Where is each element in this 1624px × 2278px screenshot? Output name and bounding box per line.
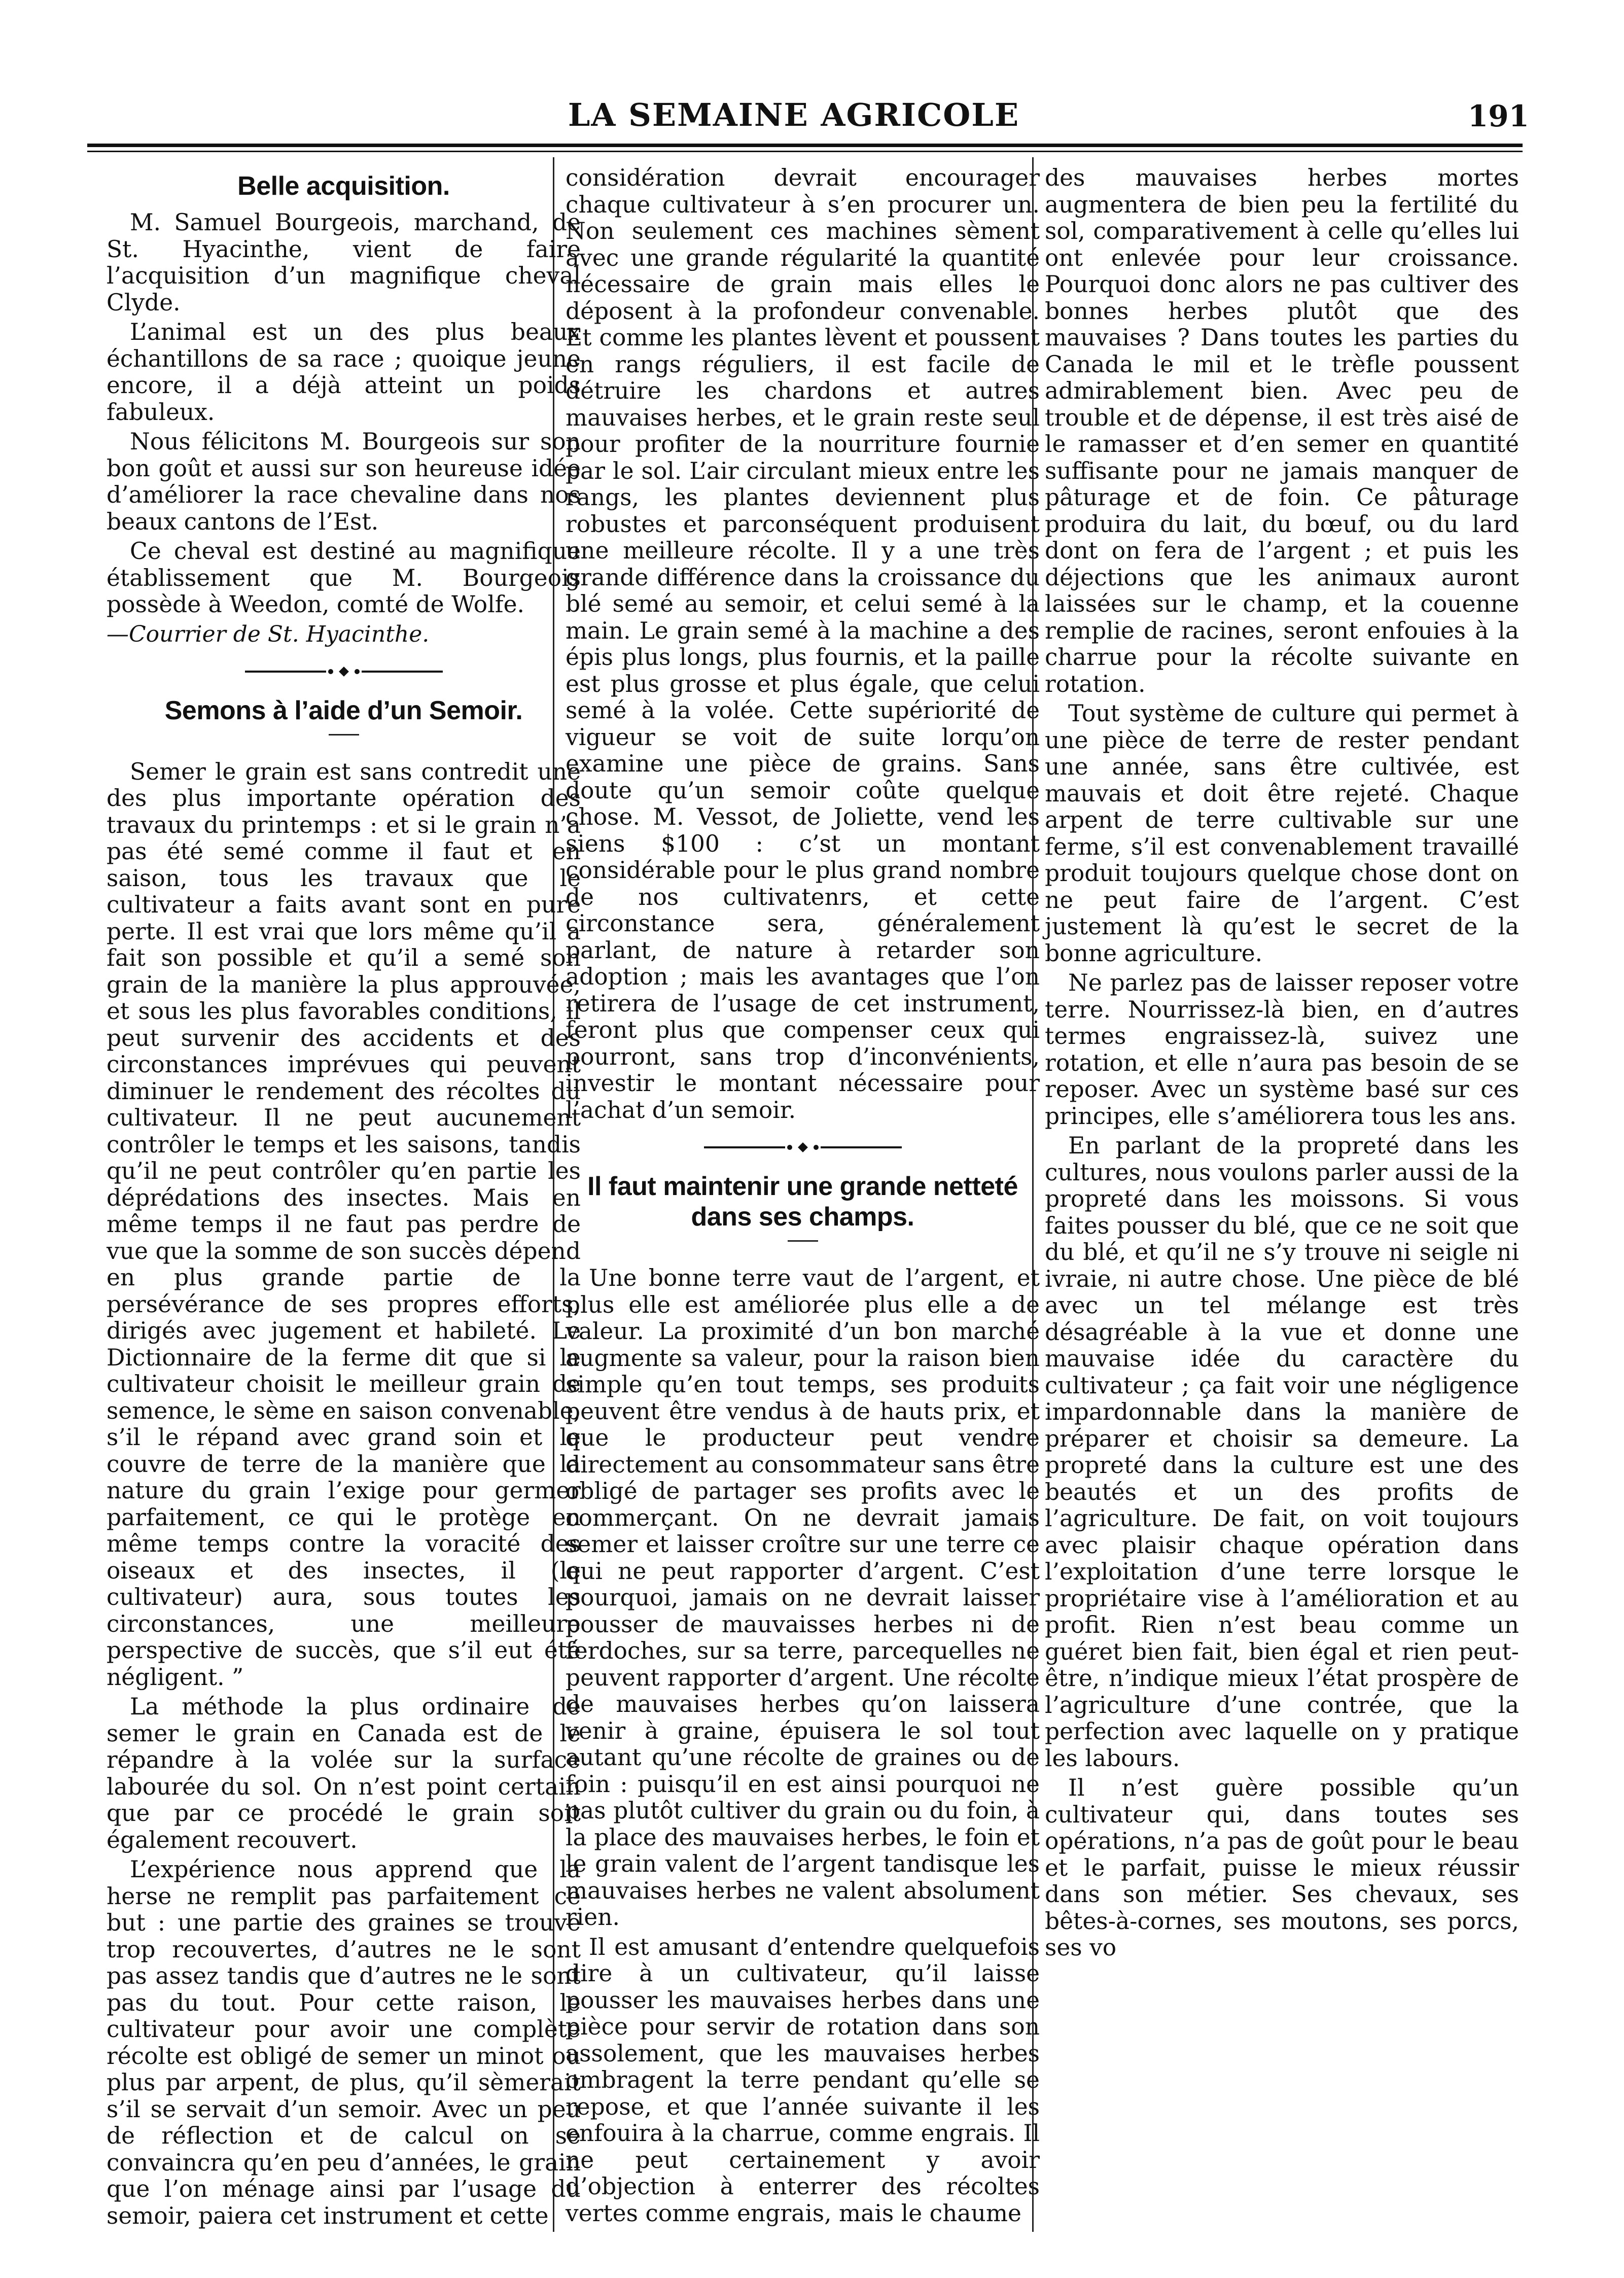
article-paragraph: En parlant de la propreté dans les cultures, nous voulons parler aussi de la propreté dans les moissons. Si vous faites pousser du blé, que ce ne soit que du blé, et qu’il ne s’y trouve ni seigle ni ivraie, ni autre chose. Une pièce de blé avec un tel mélange est très désagréable à la vue et donne une mauvaise idée du caractère du cultivateur ; ça fait voir une négligence impardonnable dans la manière de préparer et choisir sa demeure. La propreté dans la culture est une des beautés et un des profits de l’agriculture. De fait, on voit toujours avec plaisir chaque opération dans l’exploitation d’une terre lorsque le propriétaire vise à l’amélioration et au profit. Rien n’est beau comme un guéret bien fait, bien égal et rien peut-être, n’indique mieux l’état prospère de l’agriculture d’une contrée, que la perfection avec laquelle on y pratique les labours.	[1045, 1132, 1519, 1772]
article-paragraph: L’expérience nous apprend que la herse ne remplit pas parfaitement ce but : une partie des graines se trouve trop recouvertes, d’autres ne le sont pas assez tandis que d’autres ne le sont pas du tout. Pour cette raison, le cultivateur pour avoir une complète récolte est obligé de semer un minot ou plus par arpent, de plus, qu’il sèmerait s’il se servait d’un semoir. Avec un peu de réflection et de calcul on se convaincra qu’en peu d’années, le grain que l’on ménage ainsi par l’usage du semoir, paiera cet instrument et cette	[107, 1856, 581, 2229]
title-dash	[329, 734, 359, 735]
column-2	[566, 165, 1040, 2227]
article-paragraph: M. Samuel Bourgeois, marchand, de St. Hyacinthe, vient de faire l’acquisition d’un magnifique cheval Clyde.	[107, 209, 581, 316]
article-title-belle-acquisition: Belle acquisition.	[237, 171, 450, 201]
article-title-proprete: Il faut maintenir une grande netteté dans ses champs.	[587, 1172, 1018, 1232]
column-3	[1045, 165, 1519, 1965]
column-1	[107, 165, 581, 2229]
article-paragraph: Une bonne terre vaut de l’argent, et plus elle est améliorée plus elle a de valeur. La proximité d’un bon marché augmente sa valeur, pour la raison bien simple qu’en tout temps, ses produits peuvent être vendus à de hauts prix, et que le producteur peut vendre directement au consommateur sans être obligé de partager ses profits avec le commerçant. On ne devrait jamais semer et laisser croître sur une terre ce qui ne peut rapporter d’argent. C’est pourquoi, jamais on ne devrait laisser pousser de mauvaisses herbes ni de ferdoches, sur sa terre, parcequelles ne peuvent rapporter d’argent. Une récolte de mauvaises herbes qu’on laissera venir à graine, épuisera le sol tout autant qu’une récolte de graines ou de foin : puisqu’il en est ainsi pourquoi ne pas plutôt cultiver du grain ou du foin, à la place des mauvaises herbes, le foin et le grain valent de l’argent tandisque les mauvaises herbes ne valent absolument rien.	[566, 1265, 1040, 1931]
header-rule-thick	[87, 144, 1523, 147]
article-paragraph: L’animal est un des plus beaux échantillons de sa race ; quoique jeune encore, il a déjà atteint un poids fabuleux.	[107, 319, 581, 426]
title-dash	[788, 1240, 818, 1242]
article-paragraph: Tout système de culture qui permet à une pièce de terre de rester pendant une année, sans être cultivée, est mauvais et doit être rejeté. Chaque arpent de terre cultivable sur une ferme, s’il est convenablement travaillé produit toujours quelque chose dont on ne peut faire de l’argent. C’est justement là qu’est le secret de la bonne agriculture.	[1045, 700, 1519, 967]
article-paragraph-continued: considération devrait encourager chaque cultivateur à s’en procurer un. Non seulement ces machines sèment avec une grande régularité la quantité nécessaire de grain mais elles le déposent à la profondeur convenable. Et comme les plantes lèvent et poussent en rangs réguliers, il est facile de détruire les chardons et autres mauvaises herbes, et le grain reste seul pour profiter de la nourriture fournie par le sol. L’air circulant mieux entre les rangs, les plantes deviennent plus robustes et parconséquent produisent une meilleure récolte. Il y a une très grande différence dans la croissance du blé semé au semoir, et celui semé à la main. Le grain semé à la machine a des épis plus longs, plus fournis, et la paille est plus grosse et plus égale, que celui semé à la volée. Cette supériorité de vigueur se voit de suite lorqu’on examine une pièce de grains. Sans doute qu’un semoir coûte quelque chose. M. Vessot, de Joliette, vend les siens $100 : c’st un montant considérable pour le plus grand nombre de nos cultivatenrs, et cette circonstance sera, généralement parlant, de nature à retarder son adoption ; mais les avantages que l’on retirera de l’usage de cet instrument, feront plus que compenser ceux qui pourront, sans trop d’inconvénients, investir le montant nécessaire pour l’achat d’un semoir.	[566, 164, 1040, 1124]
article-title-semons: Semons à l’aide d’un Semoir.	[164, 695, 523, 725]
running-title: LA SEMAINE AGRICOLE	[568, 96, 1020, 133]
article-paragraph: Il est amusant d’entendre quelquefois dire à un cultivateur, qu’il laisse pousser les mauvaises herbes dans une pièce pour servir de rotation dans son assolement, que les mauvaises herbes ombragent la terre pendant qu’elle se repose, et que l’année suivante il les enfouira à la charrue, comme engrais. Il ne peut certainement y avoir d’objection à enterrer des récoltes vertes comme engrais, mais le chaume	[566, 1933, 1040, 2227]
section-ornament	[566, 1144, 1040, 1151]
article-source: —Courrier de St. Hyacinthe.	[107, 621, 430, 647]
article-paragraph: Nous félicitons M. Bourgeois sur son bon goût et aussi sur son heureuse idée d’améliorer la race chevaline dans nos beaux cantons de l’Est.	[107, 428, 581, 535]
article-paragraph: Ne parlez pas de laisser reposer votre terre. Nourrissez-là bien, en d’autres termes engraissez-là, suivez une rotation, et elle n’aura pas besoin de se reposer. Avec un système basé sur ces principes, elle s’améliorera tous les ans.	[1045, 969, 1519, 1130]
article-paragraph-continued: des mauvaises herbes mortes augmentera de bien peu la fertilité du sol, comparativement à celle qu’elles lui ont enlevée pour leur croissance. Pourquoi donc alors ne pas cultiver des bonnes herbes plutôt que des mauvaises ? Dans toutes les parties du Canada le mil et le trèfle poussent admirablement bien. Avec peu de trouble et de dépense, il est très aisé de le ramasser et d’en semer en quantité suffisante pour ne jamais manquer de pâturage et de foin. Ce pâturage produira du lait, du bœuf, ou du lard dont on fera de l’argent ; et puis les déjections que les animaux auront laissées sur le champ, et la couenne remplie de racines, seront enfouies à la charrue pour la récolte suivante en rotation.	[1045, 164, 1519, 697]
header-rule-thin	[87, 151, 1523, 152]
article-paragraph: Semer le grain est sans contredit une des plus importante opération des travaux du printemps : et si le grain n’a pas été semé comme il faut et en saison, tous les travaux que le cultivateur a faits avant sont en pure perte. Il est vrai que lors même qu’il a fait son possible et qu’il a semé son grain de la manière la plus approuvée, et sous les plus favorables conditions, il peut survenir des accidents et des circonstances imprévues qui peuvent diminuer le rendement des récoltes du cultivateur. Il ne peut aucunement contrôler le temps et les saisons, tandis qu’il ne peut contrôler qu’en partie les déprédations des insectes. Mais en même temps il ne faut pas perdre de vue que la somme de son succès dépend en plus grande partie de la persévérance de ses propres efforts, dirigés avec jugement et habileté. Le Dictionnaire de la ferme dit que si le cultivateur choisit le meilleur grain de semence, le sème en saison convenable, s’il le répand avec grand soin et le couvre de terre de la manière que la nature du grain l’exige pour germer parfaitement, ce qui le protège en même temps contre la voracité des oiseaux et des insectes, il (le cultivateur) aura, sous toutes les circonstances, une meilleure perspective de succès, que s’il eut été négligent. ”	[107, 758, 581, 1691]
article-paragraph: Ce cheval est destiné au magnifique établissement que M. Bourgeois possède à Weedon, comté de Wolfe.	[107, 538, 581, 618]
section-ornament	[107, 668, 581, 675]
page-number: 191	[1467, 99, 1529, 133]
article-paragraph: Il n’est guère possible qu’un cultivateur qui, dans toutes ses opérations, n’a pas de goût pour le beau et le parfait, puisse le mieux réussir dans son métier. Ses chevaux, ses bêtes-à-cornes, ses moutons, ses porcs, ses vo	[1045, 1774, 1519, 1961]
article-paragraph: La méthode la plus ordinaire de semer le grain en Canada est de le répandre à la volée sur la surface labourée du sol. On n’est point certain que par ce procédé le grain soit également recouvert.	[107, 1693, 581, 1853]
